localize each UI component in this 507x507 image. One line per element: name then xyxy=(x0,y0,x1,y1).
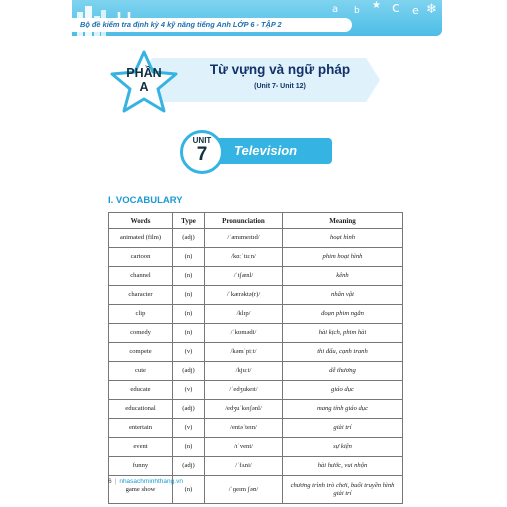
page-footer xyxy=(108,478,183,485)
table-row xyxy=(109,248,403,267)
banner-title: Bộ đề kiểm tra định kỳ 4 kỹ năng tiếng Anh LỚP 6 - TẬP 2 xyxy=(80,20,282,29)
type-cell: (adj) xyxy=(173,229,205,248)
part-label-line2: A xyxy=(139,80,149,94)
meaning-cell: giải trí xyxy=(283,419,403,438)
meaning-cell: giáo dục xyxy=(283,381,403,400)
pronunciation-cell: /entəˈteɪn/ xyxy=(205,419,283,438)
word-cell: educate xyxy=(109,381,173,400)
meaning-cell: dễ thương xyxy=(283,362,403,381)
meaning-cell: chương trình trò chơi, buổi truyền hình giải trí xyxy=(283,476,403,504)
type-cell: (n) xyxy=(173,286,205,305)
table-row xyxy=(109,419,403,438)
vocabulary-table xyxy=(108,212,403,504)
type-cell: (v) xyxy=(173,343,205,362)
letter-decor-icon: a xyxy=(332,4,339,15)
pronunciation-cell: /ˈænɪmeɪtɪd/ xyxy=(205,229,283,248)
pronunciation-cell: /kəmˈpiːt/ xyxy=(205,343,283,362)
meaning-cell: kênh xyxy=(283,267,403,286)
snowflake-icon: ❄ xyxy=(426,2,437,17)
meaning-cell: đoạn phim ngắn xyxy=(283,305,403,324)
footer-website: nhasachminhthang.vn xyxy=(119,478,183,485)
table-row xyxy=(109,457,403,476)
table-header-row xyxy=(109,213,403,229)
type-cell: (n) xyxy=(173,438,205,457)
column-header-type: Type xyxy=(173,213,205,229)
pronunciation-cell: /edʒuˈkeɪʃənl/ xyxy=(205,400,283,419)
word-cell: clip xyxy=(109,305,173,324)
unit-number: 7 xyxy=(196,144,208,165)
type-cell: (v) xyxy=(173,381,205,400)
column-header-pronunciation: Pronunciation xyxy=(205,213,283,229)
section-part-label xyxy=(112,66,176,94)
type-cell: (adj) xyxy=(173,362,205,381)
word-cell: comedy xyxy=(109,324,173,343)
unit-word: UNIT xyxy=(192,136,212,145)
section-title: Từ vựng và ngữ pháp xyxy=(209,62,351,77)
meaning-cell: phim hoạt hình xyxy=(283,248,403,267)
pronunciation-cell: /ˈɡeɪm ʃəʊ/ xyxy=(205,476,283,504)
pronunciation-cell: /ˈfʌni/ xyxy=(205,457,283,476)
type-cell: (n) xyxy=(173,248,205,267)
column-header-meaning: Meaning xyxy=(283,213,403,229)
pronunciation-cell: /ɪˈvent/ xyxy=(205,438,283,457)
page-number: 6 xyxy=(108,478,112,485)
letter-decor-icon: e xyxy=(412,4,419,17)
word-cell: channel xyxy=(109,267,173,286)
unit-title: Television xyxy=(234,143,298,158)
table-row xyxy=(109,286,403,305)
meaning-cell: sự kiện xyxy=(283,438,403,457)
type-cell: (n) xyxy=(173,267,205,286)
vocabulary-heading: I. VOCABULARY xyxy=(108,195,183,206)
meaning-cell: nhân vật xyxy=(283,286,403,305)
type-cell: (n) xyxy=(173,324,205,343)
word-cell: event xyxy=(109,438,173,457)
table-row xyxy=(109,400,403,419)
word-cell: animated (film) xyxy=(109,229,173,248)
word-cell: entertain xyxy=(109,419,173,438)
pronunciation-cell: /kjuːt/ xyxy=(205,362,283,381)
star-icon: ★ xyxy=(372,0,381,11)
table-row xyxy=(109,362,403,381)
type-cell: (n) xyxy=(173,305,205,324)
word-cell: cartoon xyxy=(109,248,173,267)
type-cell: (v) xyxy=(173,419,205,438)
pronunciation-cell: /ˈkærəktə(r)/ xyxy=(205,286,283,305)
meaning-cell: hài hước, vui nhộn xyxy=(283,457,403,476)
table-row xyxy=(109,343,403,362)
type-cell: (n) xyxy=(173,476,205,504)
table-row xyxy=(109,381,403,400)
word-cell: funny xyxy=(109,457,173,476)
meaning-cell: hoạt hình xyxy=(283,229,403,248)
table-row xyxy=(109,324,403,343)
letter-decor-icon: b xyxy=(354,6,360,16)
table-row xyxy=(109,438,403,457)
word-cell: game show xyxy=(109,476,173,504)
letter-decor-icon: c xyxy=(392,0,400,16)
pronunciation-cell: /ˈtʃænl/ xyxy=(205,267,283,286)
pronunciation-cell: /kɑːˈtuːn/ xyxy=(205,248,283,267)
word-cell: cute xyxy=(109,362,173,381)
column-header-words: Words xyxy=(109,213,173,229)
word-cell: character xyxy=(109,286,173,305)
table-row xyxy=(109,229,403,248)
word-cell: educational xyxy=(109,400,173,419)
meaning-cell: thi đấu, cạnh tranh xyxy=(283,343,403,362)
footer-separator: | xyxy=(114,478,117,485)
pronunciation-cell: /ˈedʒukeɪt/ xyxy=(205,381,283,400)
word-cell: compete xyxy=(109,343,173,362)
pronunciation-cell: /ˈkɒmədi/ xyxy=(205,324,283,343)
section-subtitle: (Unit 7- Unit 12) xyxy=(254,83,306,90)
meaning-cell: mang tính giáo dục xyxy=(283,400,403,419)
meaning-cell: hài kịch, phim hài xyxy=(283,324,403,343)
type-cell: (adj) xyxy=(173,400,205,419)
part-label-line1: PHẦN xyxy=(126,66,162,80)
pronunciation-cell: /klɪp/ xyxy=(205,305,283,324)
type-cell: (adj) xyxy=(173,457,205,476)
table-row xyxy=(109,305,403,324)
table-row xyxy=(109,267,403,286)
